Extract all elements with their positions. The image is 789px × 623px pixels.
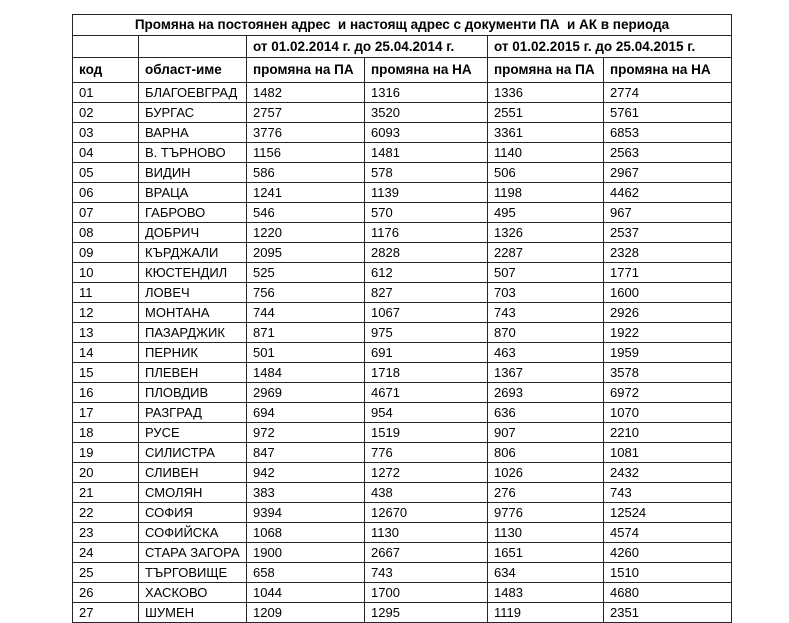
cell-code: 02 [73,103,139,123]
cell-na-2015: 4574 [604,523,732,543]
cell-na-2014: 4671 [365,383,488,403]
period-header-2014: от 01.02.2014 г. до 25.04.2014 г. [247,36,488,58]
cell-code: 27 [73,603,139,623]
cell-na-2014: 1139 [365,183,488,203]
cell-region-name: ВАРНА [139,123,247,143]
cell-na-2015: 2351 [604,603,732,623]
cell-code: 24 [73,543,139,563]
cell-region-name: КЮСТЕНДИЛ [139,263,247,283]
cell-na-2015: 2537 [604,223,732,243]
cell-code: 05 [73,163,139,183]
cell-pa-2014: 9394 [247,503,365,523]
cell-pa-2014: 1484 [247,363,365,383]
cell-na-2014: 438 [365,483,488,503]
table-row [73,583,732,603]
table-row [73,303,732,323]
cell-na-2014: 1316 [365,83,488,103]
cell-pa-2014: 586 [247,163,365,183]
cell-region-name: СОФИЯ [139,503,247,523]
cell-code: 23 [73,523,139,543]
cell-code: 16 [73,383,139,403]
cell-pa-2015: 1198 [488,183,604,203]
cell-pa-2014: 744 [247,303,365,323]
cell-code: 13 [73,323,139,343]
cell-na-2015: 4462 [604,183,732,203]
cell-na-2015: 1959 [604,343,732,363]
cell-na-2015: 6853 [604,123,732,143]
address-change-table [72,14,732,623]
cell-na-2014: 12670 [365,503,488,523]
cell-pa-2015: 276 [488,483,604,503]
cell-na-2015: 2328 [604,243,732,263]
cell-na-2015: 1771 [604,263,732,283]
cell-pa-2014: 1044 [247,583,365,603]
cell-pa-2015: 507 [488,263,604,283]
cell-region-name: РУСЕ [139,423,247,443]
table-row [73,343,732,363]
cell-pa-2015: 1140 [488,143,604,163]
cell-pa-2015: 2287 [488,243,604,263]
table-row [73,283,732,303]
cell-pa-2014: 1156 [247,143,365,163]
cell-region-name: ПЛЕВЕН [139,363,247,383]
table-row [73,203,732,223]
cell-na-2015: 3578 [604,363,732,383]
table-row [73,563,732,583]
cell-na-2015: 743 [604,483,732,503]
cell-pa-2014: 3776 [247,123,365,143]
cell-na-2014: 1700 [365,583,488,603]
table-row [73,383,732,403]
cell-pa-2015: 463 [488,343,604,363]
cell-na-2015: 2926 [604,303,732,323]
cell-pa-2014: 1482 [247,83,365,103]
cell-na-2015: 1070 [604,403,732,423]
cell-na-2014: 1272 [365,463,488,483]
cell-na-2015: 1600 [604,283,732,303]
cell-pa-2014: 694 [247,403,365,423]
cell-region-name: ПЛОВДИВ [139,383,247,403]
cell-pa-2015: 743 [488,303,604,323]
cell-region-name: ВИДИН [139,163,247,183]
cell-region-name: ДОБРИЧ [139,223,247,243]
cell-na-2014: 2667 [365,543,488,563]
cell-na-2015: 2210 [604,423,732,443]
cell-region-name: БЛАГОЕВГРАД [139,83,247,103]
cell-na-2014: 578 [365,163,488,183]
cell-code: 06 [73,183,139,203]
cell-region-name: РАЗГРАД [139,403,247,423]
cell-code: 01 [73,83,139,103]
cell-na-2015: 1922 [604,323,732,343]
cell-code: 26 [73,583,139,603]
cell-na-2015: 12524 [604,503,732,523]
cell-pa-2015: 907 [488,423,604,443]
period-header-row [73,36,732,58]
cell-code: 12 [73,303,139,323]
cell-pa-2015: 1326 [488,223,604,243]
table-row [73,603,732,623]
cell-pa-2015: 2693 [488,383,604,403]
cell-na-2015: 4680 [604,583,732,603]
cell-code: 03 [73,123,139,143]
cell-na-2015: 1510 [604,563,732,583]
cell-pa-2014: 2969 [247,383,365,403]
cell-pa-2015: 506 [488,163,604,183]
cell-region-name: ГАБРОВО [139,203,247,223]
cell-pa-2015: 1367 [488,363,604,383]
cell-code: 10 [73,263,139,283]
cell-pa-2014: 1900 [247,543,365,563]
cell-code: 08 [73,223,139,243]
cell-pa-2014: 871 [247,323,365,343]
cell-pa-2014: 1209 [247,603,365,623]
column-header-region: област-име [139,58,247,83]
cell-na-2014: 1481 [365,143,488,163]
table-row [73,503,732,523]
cell-na-2015: 2432 [604,463,732,483]
cell-pa-2015: 636 [488,403,604,423]
cell-pa-2015: 1336 [488,83,604,103]
cell-region-name: СИЛИСТРА [139,443,247,463]
column-header-pa-2014: промяна на ПА [247,58,365,83]
cell-na-2014: 1067 [365,303,488,323]
cell-na-2014: 1130 [365,523,488,543]
title-row [73,15,732,36]
cell-region-name: ТЪРГОВИЩЕ [139,563,247,583]
cell-code: 09 [73,243,139,263]
cell-na-2014: 743 [365,563,488,583]
cell-region-name: БУРГАС [139,103,247,123]
column-header-row [73,58,732,83]
table-row [73,523,732,543]
cell-code: 22 [73,503,139,523]
table-row [73,483,732,503]
table-body [73,83,732,623]
cell-pa-2014: 1241 [247,183,365,203]
table-title: Промяна на постоянен адрес и настоящ адрес с документи ПА и АК в периода [73,15,732,36]
cell-region-name: ВРАЦА [139,183,247,203]
table-row [73,183,732,203]
table-row [73,443,732,463]
cell-pa-2015: 1651 [488,543,604,563]
cell-na-2015: 6972 [604,383,732,403]
cell-pa-2015: 634 [488,563,604,583]
cell-na-2015: 2563 [604,143,732,163]
cell-pa-2014: 942 [247,463,365,483]
table-row [73,83,732,103]
table-row [73,323,732,343]
cell-code: 11 [73,283,139,303]
cell-pa-2015: 1130 [488,523,604,543]
table-row [73,423,732,443]
table-row [73,123,732,143]
cell-region-name: В. ТЪРНОВО [139,143,247,163]
cell-region-name: ШУМЕН [139,603,247,623]
column-header-na-2014: промяна на НА [365,58,488,83]
cell-pa-2015: 806 [488,443,604,463]
period-header-2015: от 01.02.2015 г. до 25.04.2015 г. [488,36,732,58]
cell-na-2014: 612 [365,263,488,283]
cell-na-2014: 1295 [365,603,488,623]
cell-pa-2015: 1119 [488,603,604,623]
cell-na-2015: 1081 [604,443,732,463]
cell-na-2015: 4260 [604,543,732,563]
cell-region-name: СОФИЙСКА [139,523,247,543]
cell-region-name: МОНТАНА [139,303,247,323]
cell-region-name: ЛОВЕЧ [139,283,247,303]
cell-pa-2014: 972 [247,423,365,443]
table-row [73,403,732,423]
cell-code: 14 [73,343,139,363]
cell-code: 20 [73,463,139,483]
table-row [73,363,732,383]
cell-pa-2015: 870 [488,323,604,343]
cell-pa-2014: 1068 [247,523,365,543]
table-row [73,463,732,483]
cell-na-2014: 691 [365,343,488,363]
empty-cell [139,36,247,58]
table-row [73,223,732,243]
cell-pa-2014: 525 [247,263,365,283]
cell-pa-2015: 2551 [488,103,604,123]
cell-code: 18 [73,423,139,443]
cell-pa-2014: 1220 [247,223,365,243]
cell-na-2015: 967 [604,203,732,223]
table-row [73,103,732,123]
cell-region-name: СМОЛЯН [139,483,247,503]
cell-region-name: ХАСКОВО [139,583,247,603]
cell-region-name: КЪРДЖАЛИ [139,243,247,263]
cell-region-name: СТАРА ЗАГОРА [139,543,247,563]
cell-na-2014: 827 [365,283,488,303]
cell-na-2014: 954 [365,403,488,423]
cell-na-2014: 1718 [365,363,488,383]
table-row [73,163,732,183]
cell-pa-2015: 1026 [488,463,604,483]
cell-pa-2014: 756 [247,283,365,303]
cell-code: 04 [73,143,139,163]
cell-code: 21 [73,483,139,503]
cell-na-2015: 5761 [604,103,732,123]
cell-na-2014: 1519 [365,423,488,443]
cell-na-2014: 3520 [365,103,488,123]
cell-na-2014: 1176 [365,223,488,243]
cell-pa-2014: 2757 [247,103,365,123]
cell-na-2014: 6093 [365,123,488,143]
cell-na-2014: 2828 [365,243,488,263]
cell-na-2014: 570 [365,203,488,223]
table-row [73,543,732,563]
column-header-na-2015: промяна на НА [604,58,732,83]
empty-cell [73,36,139,58]
column-header-code: код [73,58,139,83]
cell-region-name: ПАЗАРДЖИК [139,323,247,343]
cell-pa-2014: 546 [247,203,365,223]
cell-region-name: ПЕРНИК [139,343,247,363]
table-row [73,143,732,163]
cell-pa-2015: 703 [488,283,604,303]
cell-code: 07 [73,203,139,223]
cell-pa-2015: 3361 [488,123,604,143]
cell-region-name: СЛИВЕН [139,463,247,483]
cell-pa-2014: 501 [247,343,365,363]
table-row [73,243,732,263]
cell-code: 25 [73,563,139,583]
cell-na-2014: 776 [365,443,488,463]
cell-pa-2014: 383 [247,483,365,503]
cell-pa-2015: 9776 [488,503,604,523]
cell-pa-2014: 2095 [247,243,365,263]
cell-pa-2014: 847 [247,443,365,463]
column-header-pa-2015: промяна на ПА [488,58,604,83]
cell-code: 15 [73,363,139,383]
cell-na-2015: 2774 [604,83,732,103]
table-row [73,263,732,283]
cell-code: 17 [73,403,139,423]
cell-pa-2015: 1483 [488,583,604,603]
cell-code: 19 [73,443,139,463]
table-header [73,15,732,83]
cell-pa-2015: 495 [488,203,604,223]
cell-na-2015: 2967 [604,163,732,183]
cell-na-2014: 975 [365,323,488,343]
cell-pa-2014: 658 [247,563,365,583]
